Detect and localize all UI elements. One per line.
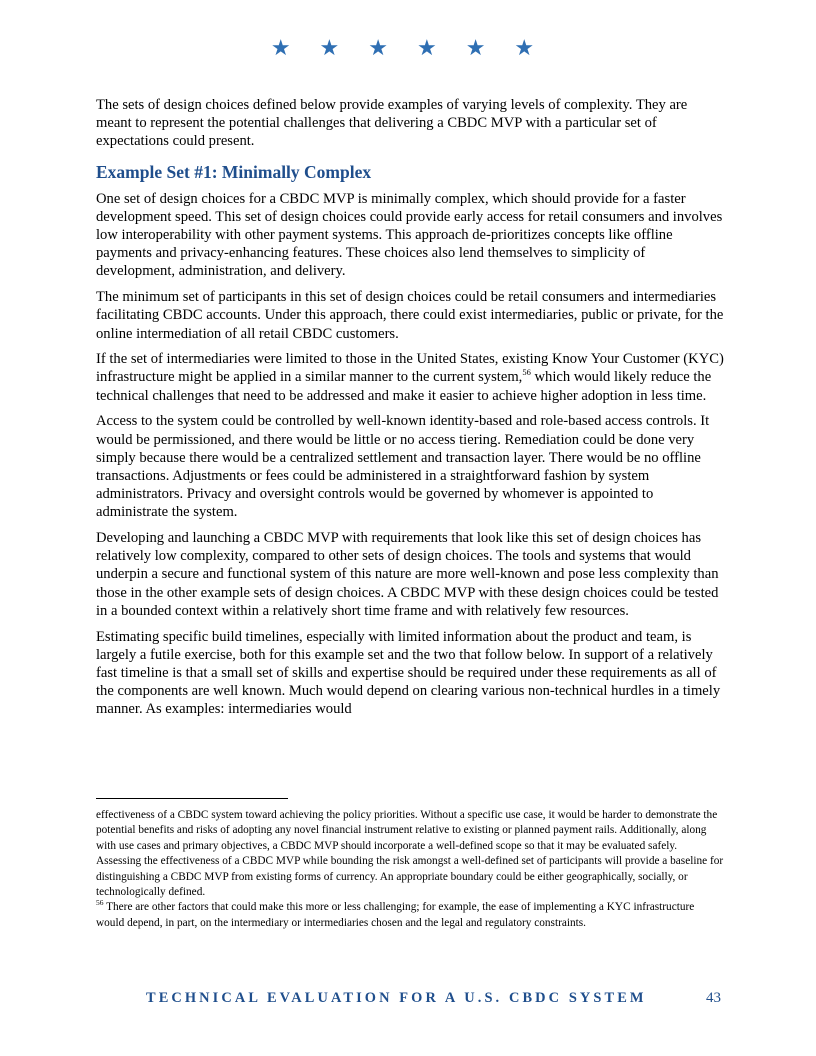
footnote-56 xyxy=(96,900,724,931)
intro-paragraph: The sets of design choices defined below provide examples of varying levels of complexity. They are meant to represent the potential challenges that delivering a CBDC MVP with a particular set of expectations could present. xyxy=(96,97,688,150)
paragraph-3-text-b: which would likely reduce the technical challenges that need to be addressed and make it easier to achieve higher adoption in less time. xyxy=(96,369,712,404)
footnote-divider xyxy=(96,798,288,799)
footnote-continued: effectiveness of a CBDC system toward achieving the policy priorities. Without a specific use case, it would be harder to demonstrate the potential benefits and risks of adopting any novel financial instrument relative to existing or planned payment rails. Additionally, along with use cases and primary objectives, a CBDC MVP should incorporate a well-defined scope so that it may be evaluated safely. Assessing the effectiveness of a CBDC MVP while bounding the risk amongst a well-defined set of participants will provide a baseline for distinguishing a CBDC MVP from existing forms of currency. An appropriate boundary could be either geographically, socially, or technologically defined. xyxy=(96,809,724,899)
footnote-56-number: 56 xyxy=(96,898,104,908)
paragraph-5: Developing and launching a CBDC MVP with requirements that look like this set of design choices has relatively low complexity, compared to other sets of design choices. The tools and systems that would underpin a secure and functional system of this nature are more well-known and pose less complexity than those in the other example sets of design choices. A CBDC MVP with these design choices could be tested in a bounded context within a relatively short time frame and with relatively few resources. xyxy=(96,530,719,619)
paragraph-2: The minimum set of participants in this set of design choices could be retail consumers and intermediaries facilitating CBDC accounts. Under this approach, there could exist intermediaries, public or private, for the online intermediation of all retail CBDC customers. xyxy=(96,289,724,342)
section-heading: Example Set #1: Minimally Complex xyxy=(96,161,372,182)
footnote-ref-56[interactable]: 56 xyxy=(522,367,531,378)
paragraph-3 xyxy=(96,350,724,405)
paragraph-6: Estimating specific build timelines, especially with limited information about the product and team, is largely a futile exercise, both for this example set and the two that follow below. In support of a relatively fast timeline is that a small set of skills and expertise should be required under these requirements as all of the components are well known. Much would depend on clearing various non-technical hurdles in a timely manner. As examples: intermediaries would xyxy=(96,628,721,718)
paragraph-4: Access to the system could be controlled by well-known identity-based and role-based access controls. It would be permissioned, and there would be little or no access tiering. Remediation could be done very simply because there would be a centralized settlement and transaction layer. There would be no offline transactions. Adjustments or fees could be administered in a straightforward fashion by system administrators. Privacy and oversight controls would be governed by whomever is appointed to administrate the system. xyxy=(96,413,710,521)
paragraph-1: One set of design choices for a CBDC MVP is minimally complex, which should provide for a faster development speed. This set of design choices could provide early access for retail consumers and involves low interoperability with other payment systems. This approach de-prioritizes concepts like offline payments and privacy-enhancing features. These choices also lend themselves to simplicity of development, administration, and delivery. xyxy=(96,190,723,280)
main-content xyxy=(96,96,724,726)
paragraph-3-text-a: If the set of intermediaries were limited to those in the United States, existing Know Your Customer (KYC) infrastructure might be applied in a similar manner to the current system, xyxy=(96,351,724,386)
footnotes xyxy=(96,808,724,931)
footnote-56-text: There are other factors that could make this more or less challenging; for example, the ease of implementing a KYC infrastructure would depend, in part, on the intermediary or intermediaries chosen and the legal and regulatory constraints. xyxy=(96,901,695,929)
page-number: 43 xyxy=(706,990,721,1006)
header-stars-decoration: ★ ★ ★ ★ ★ ★ xyxy=(270,36,546,61)
footer-title: TECHNICAL EVALUATION FOR A U.S. CBDC SYSTEM xyxy=(146,990,647,1006)
page-footer xyxy=(146,990,726,1012)
